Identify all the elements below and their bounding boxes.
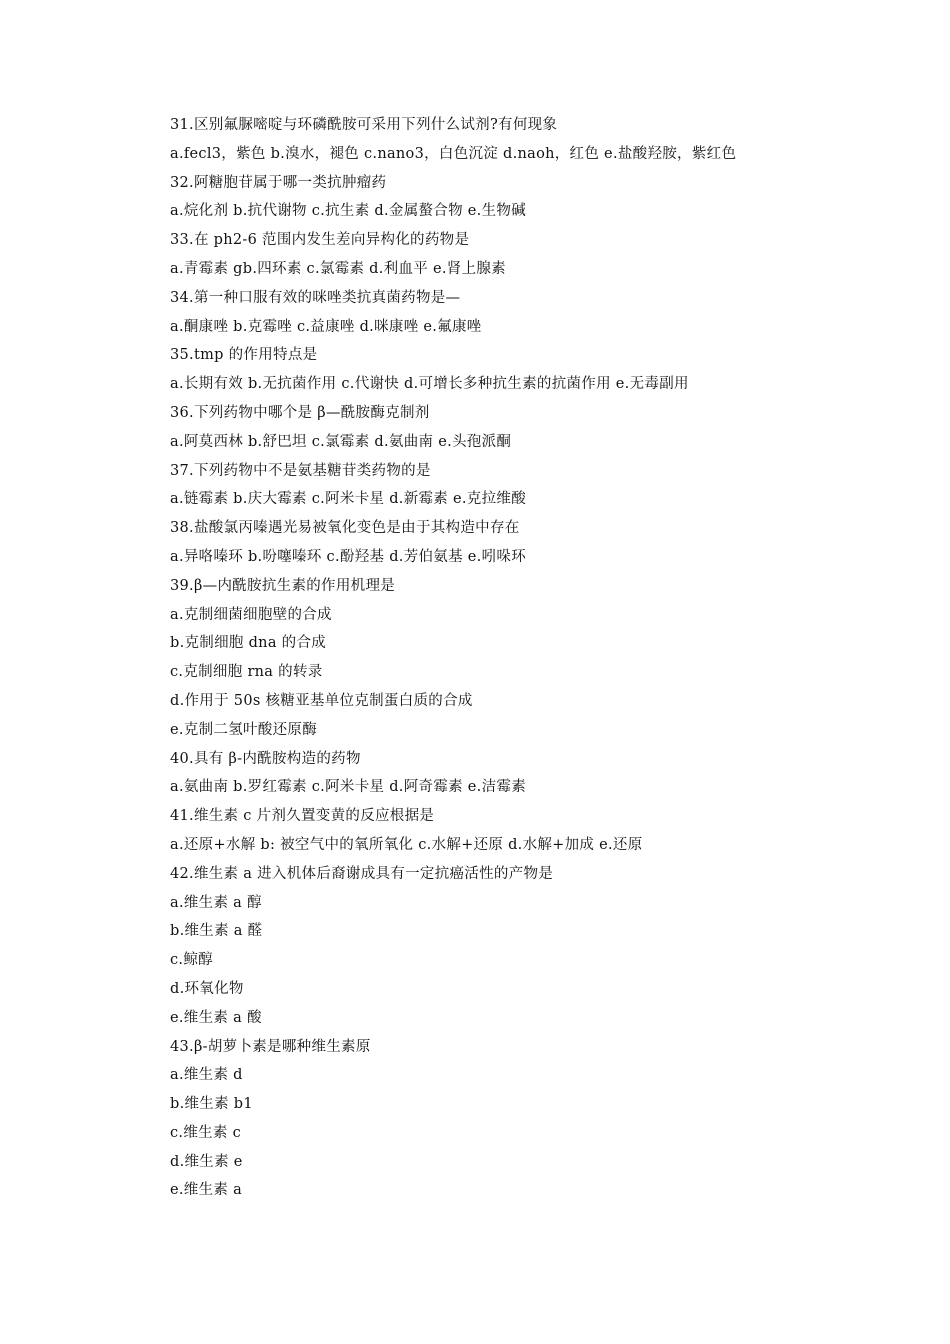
- question-32: 32.阿糖胞苷属于哪一类抗肿瘤药: [170, 174, 387, 191]
- options-38: a.异咯嗪环 b.吩噻嗪环 c.酚羟基 d.芳伯氨基 e.吲哚环: [170, 548, 526, 565]
- question-34: 34.第一种口服有效的咪唑类抗真菌药物是—: [170, 289, 461, 306]
- option-43-e: e.维生素 a: [170, 1182, 243, 1199]
- options-35: a.长期有效 b.无抗菌作用 c.代谢快 d.可增长多种抗生素的抗菌作用 e.无毒副用: [170, 376, 689, 393]
- question-35: 35.tmp 的作用特点是: [170, 347, 318, 364]
- option-43-c: c.维生素 c: [170, 1124, 242, 1141]
- options-31: a.fecl3，紫色 b.溴水，褪色 c.nano3，白色沉淀 d.naoh，红色 e.盐酸羟胺，紫红色: [170, 145, 737, 162]
- options-41: a.还原+水解 b: 被空气中的氧所氧化 c.水解+还原 d.水解+加成 e.还原: [170, 836, 643, 853]
- question-42: 42.维生素 a 进入机体后裔谢成具有一定抗癌活性的产物是: [170, 865, 554, 882]
- question-39: 39.β—内酰胺抗生素的作用机理是: [170, 577, 396, 594]
- options-32: a.烷化剂 b.抗代谢物 c.抗生素 d.金属螯合物 e.生物碱: [170, 203, 526, 220]
- question-33: 33.在 ph2-6 范围内发生差向异构化的药物是: [170, 232, 470, 249]
- options-34: a.酮康唑 b.克霉唑 c.益康唑 d.咪康唑 e.氟康唑: [170, 318, 482, 335]
- option-42-e: e.维生素 a 酸: [170, 1009, 262, 1026]
- options-33: a.青霉素 gb.四环素 c.氯霉素 d.利血平 e.肾上腺素: [170, 260, 506, 277]
- question-list: [170, 111, 930, 1205]
- option-39-d: d.作用于 50s 核糖亚基单位克制蛋白质的合成: [170, 692, 473, 709]
- option-39-e: e.克制二氢叶酸还原酶: [170, 721, 317, 738]
- option-43-b: b.维生素 b1: [170, 1096, 253, 1113]
- options-37: a.链霉素 b.庆大霉素 c.阿米卡星 d.新霉素 e.克拉维酸: [170, 491, 526, 508]
- option-42-b: b.维生素 a 醛: [170, 923, 263, 940]
- question-38: 38.盐酸氯丙嗪遇光易被氧化变色是由于其构造中存在: [170, 520, 520, 537]
- question-43: 43.β-胡萝卜素是哪种维生素原: [170, 1038, 371, 1055]
- options-36: a.阿莫西林 b.舒巴坦 c.氯霉素 d.氨曲南 e.头孢派酮: [170, 433, 512, 450]
- option-42-a: a.维生素 a 醇: [170, 894, 262, 911]
- question-41: 41.维生素 c 片剂久置变黄的反应根据是: [170, 808, 435, 825]
- option-39-c: c.克制细胞 rna 的转录: [170, 664, 323, 681]
- option-39-b: b.克制细胞 dna 的合成: [170, 635, 327, 652]
- option-42-d: d.环氧化物: [170, 980, 244, 997]
- options-40: a.氨曲南 b.罗红霉素 c.阿米卡星 d.阿奇霉素 e.洁霉素: [170, 779, 526, 796]
- question-40: 40.具有 β-内酰胺构造的药物: [170, 750, 361, 767]
- option-42-c: c.鲸醇: [170, 952, 213, 969]
- question-37: 37.下列药物中不是氨基糖苷类药物的是: [170, 462, 431, 479]
- question-36: 36.下列药物中哪个是 β—酰胺酶克制剂: [170, 404, 430, 421]
- option-43-d: d.维生素 e: [170, 1153, 243, 1170]
- option-43-a: a.维生素 d: [170, 1067, 243, 1084]
- option-39-a: a.克制细菌细胞壁的合成: [170, 606, 332, 623]
- question-31: 31.区别氟脲嘧啶与环磷酰胺可采用下列什么试剂?有何现象: [170, 117, 558, 133]
